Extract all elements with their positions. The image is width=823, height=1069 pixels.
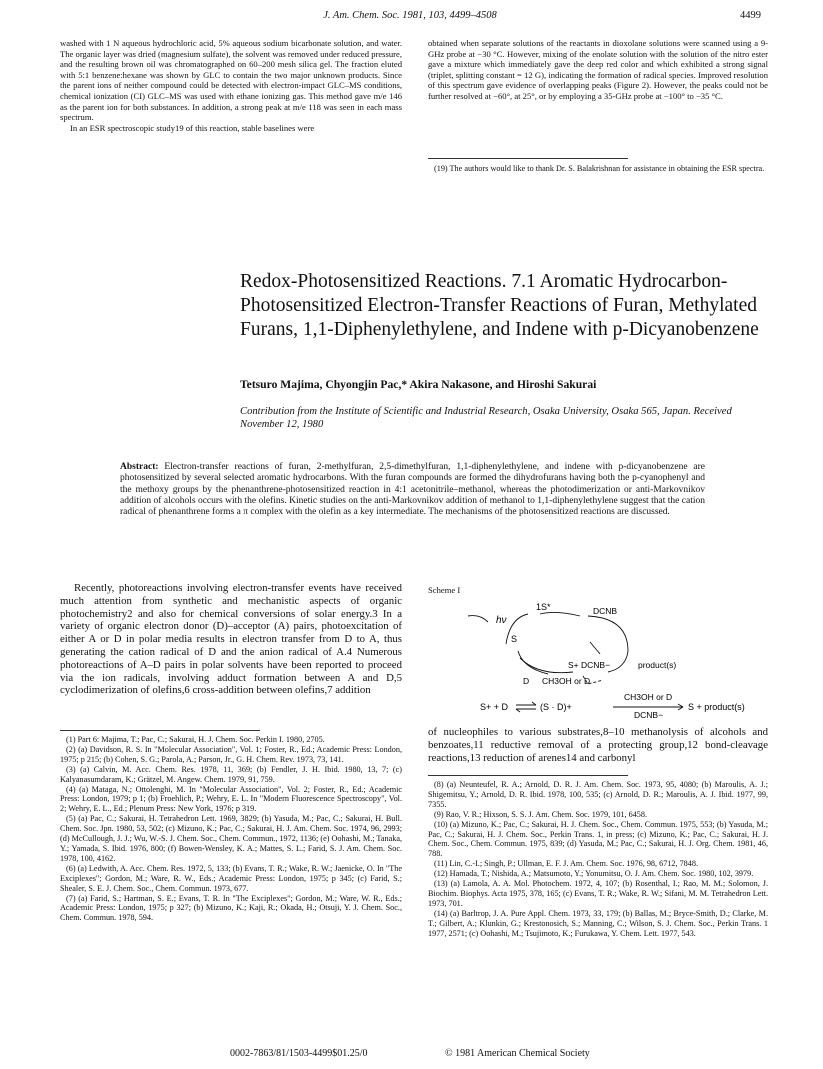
intro-right-paragraph: of nucleophiles to various substrates,8–10 methanolysis of alcohols and benzoates,11 reductive removal of a protecting group,12 bond-cleavage reactions,13 reduction of arenes14 and carbonyl	[428, 726, 768, 764]
equation-dcnb-anion: DCNB−	[634, 710, 664, 720]
footnotes-left	[60, 735, 402, 923]
previous-article-paragraph: washed with 1 N aqueous hydrochloric acid, 5% aqueous sodium bicarbonate solution, and water. The organic layer was dried (magnesium sulfate), the solvent was removed under reduced pressure, and the resulting brown oil was chromatographed on 60–200 mesh silica gel. The fraction eluted with 5:1 benzene:hexane was shown by GLC to contain the two major unknown products. Since the parent ions of neither compound could be detected with electron-impact GLC–MS conditions, chemical ionization (CI) GLC–MS was used with ethane ionizing gas. This method gave m/e 146 as the parent ion for both substances. In addition, a strong peak at m/e 118 was seen in each mass spectrum.	[60, 38, 402, 123]
previous-article-right-paragraph: obtained when separate solutions of the reactants in dioxolane solutions were scanned using a 9-GHz probe at −30 °C. However, mixing of the enolate solution with the solution of the nitro ester gave a mixture which immediately gave the deep red color and which exhibited a strong signal (triplet, splitting constant = 12 G), indicating the formation of radical species. Improved resolution of this spectrum gave evidence of overlapping peaks (Figure 2). However, the peaks could not be further resolved at −60°, at 25°, or by employing a 35-GHz probe at −100° to −35 °C.	[428, 38, 768, 101]
footnote-item: (2) (a) Davidson, R. S. In "Molecular Association", Vol. 1; Foster, R., Ed.; Academic Press: London, 1975; p 215; (b) Cohen, S. G.; Parola, A.; Parson, Jr., G. H. Chem. Rev. 1973, 73, 141.	[60, 744, 402, 764]
footnote-item: (8) (a) Neunteufel, R. A.; Arnold, D. R. J. Am. Chem. Soc. 1973, 95, 4080; (b) Maroulis, A. J.; Shigemitsu, Y.; Arnold, D. R. Ibid. 1978, 100, 535; (c) Arnold, D. R.; Maroulis, A. J. Ibid. 1977, 99, 7355.	[428, 780, 768, 809]
previous-article-footnote	[428, 164, 768, 174]
hv-label: hν	[496, 615, 507, 626]
footnote-item: (1) Part 6: Majima, T.; Pac, C.; Sakurai, H. J. Chem. Soc. Perkin I. 1980, 2705.	[66, 735, 325, 744]
footer-code: 0002-7863/81/1503-4499$01.25/0	[230, 1048, 368, 1059]
footer-copyright: © 1981 American Chemical Society	[445, 1048, 590, 1059]
equation-complex: (S · D)+	[540, 702, 572, 712]
abstract-label: Abstract:	[120, 462, 159, 472]
footnotes-right	[428, 780, 768, 939]
previous-article-right-column	[428, 38, 768, 102]
footnote-item: (13) (a) Lamola, A. A. Mol. Photochem. 1972, 4, 107; (b) Rosenthal, I.; Rao, M. M.; Solomon, J. Biochim. Biophys. Acta 1975, 378, 165; (c) Evans, T. R.; Wake, R. W.; Sifani, M. M. Tetrahedron Lett. 1973, 701.	[428, 879, 768, 908]
running-head: J. Am. Chem. Soc. 1981, 103, 4499–4508	[323, 10, 497, 21]
reagent-label-1: CH3OH or D	[542, 676, 591, 686]
article-title: Redox-Photosensitized Reactions. 7.1 Aromatic Hydrocarbon-Photosensitized Electron-Transfer Reactions of Furan, Methylated Furans, 1,1-Diphenylethylene, and Indene with p-Dicyanobenzene	[240, 271, 759, 340]
abstract	[120, 462, 705, 518]
intro-paragraph: Recently, photoreactions involving electron-transfer events have received much attention from synthetic and mechanistic aspects of organic photochemistry2 and also for chemical conversions of solar energy.3 In a variety of organic electron donor (D)–acceptor (A) pairs, photoexcitation of either A or D in polar media results in electron transfer from D to A, thus generating the cation radical of D and the anion radical of A.4 Numerous photoreactions of A–D pairs in polar solvents have been reported to proceed via the ion radicals, involving adduct formation between A and D,5 cyclodimerization of olefins,6 cross-addition between olefins,7 addition	[60, 582, 402, 697]
footnote-rule	[428, 158, 628, 159]
footnote-item: (6) (a) Ledwith, A. Acc. Chem. Res. 1972, 5, 133; (b) Evans, T. R.; Wake, R. W.; Jaenicke, O. In "The Exciplexes"; Gordon, M.; Ware, R. W., Eds.; Academic Press: London, 1975; p 345; (c) Farid, S.; Shealer, S. E. J. Chem. Soc., Chem. Commun. 1973, 677.	[60, 863, 402, 893]
equation-reagent: CH3OH or D	[624, 692, 673, 702]
equation-products: S + product(s)	[688, 702, 745, 712]
abstract-text: Electron-transfer reactions of furan, 2-methylfuran, 2,5-dimethylfuran, 1,1-diphenylethylene, and indene with p-dicyanobenzene are photosensitized by several selected aromatic hydrocarbons. With the furan compounds are formed the dihydrofurans having both the p-cyanophenyl and the methoxy groups by the phenanthrene-photosensitized reaction in 4:1 acetonitrile–methanol, whereas the photodimerization or anti-Markovnikov addition of alcohols occurs with the olefins. Kinetic studies on the anti-Markovnikov addition of methanol to 1,1-diphenylethylene suggest that the cation radical of phenanthrene forms a π complex with the olefin as a key intermediate. The mechanisms of the photosensitized reactions are discussed.	[120, 462, 705, 518]
footnote-item: (5) (a) Pac, C.; Sakurai, H. Tetrahedron Lett. 1969, 3829; (b) Yasuda, M.; Pac, C.; Sakurai, H. Bull. Chem. Soc. Jpn. 1980, 53, 502; (c) Mizuno, K.; Pac, C.; Sakurai, H. J. Am. Chem. Soc. 1974, 96, 2993; (d) McCullough, J. J.; Wu, W.-S. J. Chem. Soc., Chem. Commun., 1972, 1136; (e) Oohashi, M.; Tanaka, Y.; Yamada, S. Ibid. 1976, 800; (f) Bowen-Wensley, K. A.; Mattes, S. L.; Farid, S. J. Am. Chem. Soc. 1978, 100, 4162.	[60, 814, 402, 863]
page-number: 4499	[740, 10, 761, 21]
footnotes-left-rule	[60, 730, 260, 731]
intro-left-column	[60, 582, 402, 697]
footnote-item: (14) (a) Barltrop, J. A. Pure Appl. Chem. 1973, 33, 179; (b) Ballas, M.; Bryce-Smith, D.; Clarke, M. T.; Gilbert, A.; Klunkin, G.; Krestonosich, S.; Manning, C.; Wilson, S. J. Chem. Soc., Perkin Trans. 1 1977, 2571; (c) Oohashi, M.; Tsujimoto, K.; Furukawa, Y. Chem. Lett. 1977, 543.	[428, 908, 768, 938]
dcnb-label: DCNB	[593, 606, 618, 616]
scheme-label: Scheme I	[428, 585, 461, 595]
footnote-item: (7) (a) Farid, S.; Hartman, S. E.; Evans, T. R. In "The Exciplexes"; Gordon, M.; Ware, W. R., Eds.; Academic Press: London, 1975; p 327; (b) Mizuno, K.; Kaji, R.; Okada, H.; Otsuji, Y. J. Chem. Soc., Chem. Commun. 1978, 594.	[60, 893, 402, 923]
footnote-item: (12) Hamada, T.; Nishida, A.; Matsumoto, Y.; Yonumitsu, O. J. Am. Chem. Soc. 1980, 102, 3979.	[434, 869, 754, 879]
ion-pair-label: S+ DCNB−	[568, 660, 611, 670]
equilibrium-arrow	[516, 702, 536, 712]
authors: Tetsuro Majima, Chyongjin Pac,* Akira Nakasone, and Hiroshi Sakurai	[240, 378, 597, 391]
singlet-excited-label: 1S*	[536, 602, 551, 612]
previous-article-paragraph-2: In an ESR spectroscopic study19 of this reaction, stable baselines were	[70, 122, 315, 133]
product-label-1: product(s)	[638, 660, 677, 670]
footnote-item: (9) Rao, V. R.; Hixson, S. S. J. Am. Chem. Soc. 1979, 101, 6458.	[434, 809, 648, 819]
intro-right-column	[428, 726, 768, 764]
footnote-item: (4) (a) Mataga, N.; Ottolenghi, M. In "Molecular Association", Vol. 2; Foster, R., Ed.; Academic Press: London, 1979; p 1; (b) Froehlich, P.; Wehry, E. L. In "Modern Fluorescence Spectroscopy", Vol. 2; Wehry, E. L., Ed.; Plenum Press: New York, 1976; p 319.	[60, 784, 402, 814]
equation-reactants: S+ + D	[480, 702, 509, 712]
footnotes-right-rule	[428, 775, 628, 776]
ground-state-label: S	[511, 634, 518, 644]
footnote-item: (11) Lin, C.-I.; Singh, P.; Ullman, E. F. J. Am. Chem. Soc. 1976, 98, 6712, 7848.	[434, 859, 698, 869]
previous-article-left-column	[60, 38, 402, 133]
affiliation: Contribution from the Institute of Scientific and Industrial Research, Osaka University, Osaka 565, Japan. Received November 12, 1980	[240, 406, 732, 430]
footnote-item: (3) (a) Calvin, M. Acc. Chem. Res. 1978, 11, 369; (b) Fendler, J. H. Ibid. 1980, 13, 7; (c) Kalyanasumdaram, K.; Grätzel, M. Angew. Chem. 1979, 91, 759.	[60, 764, 402, 784]
donor-label: D	[523, 676, 530, 686]
scheme-diagram	[428, 596, 778, 720]
scheme-cycle-arcs	[468, 612, 628, 684]
footnote-19: (19) The authors would like to thank Dr. S. Balakrishnan for assistance in obtaining the ESR spectra.	[434, 164, 765, 173]
footnote-item: (10) (a) Mizuno, K.; Pac, C.; Sakurai, H. J. Chem. Soc., Chem. Commun. 1975, 553; (b) Yasuda, M.; Pac, C.; Sakurai, H. J. Chem. Soc., Perkin Trans. 1, in press; (c) Mizuno, K.; Pac, C.; Sakurai, H. J. Chem. Soc., Chem. Commun. 1975, 839; (d) Yasuda, M.; Pac, C.; Sakurai, H. J. Org. Chem. 1981, 46, 788.	[428, 819, 768, 859]
